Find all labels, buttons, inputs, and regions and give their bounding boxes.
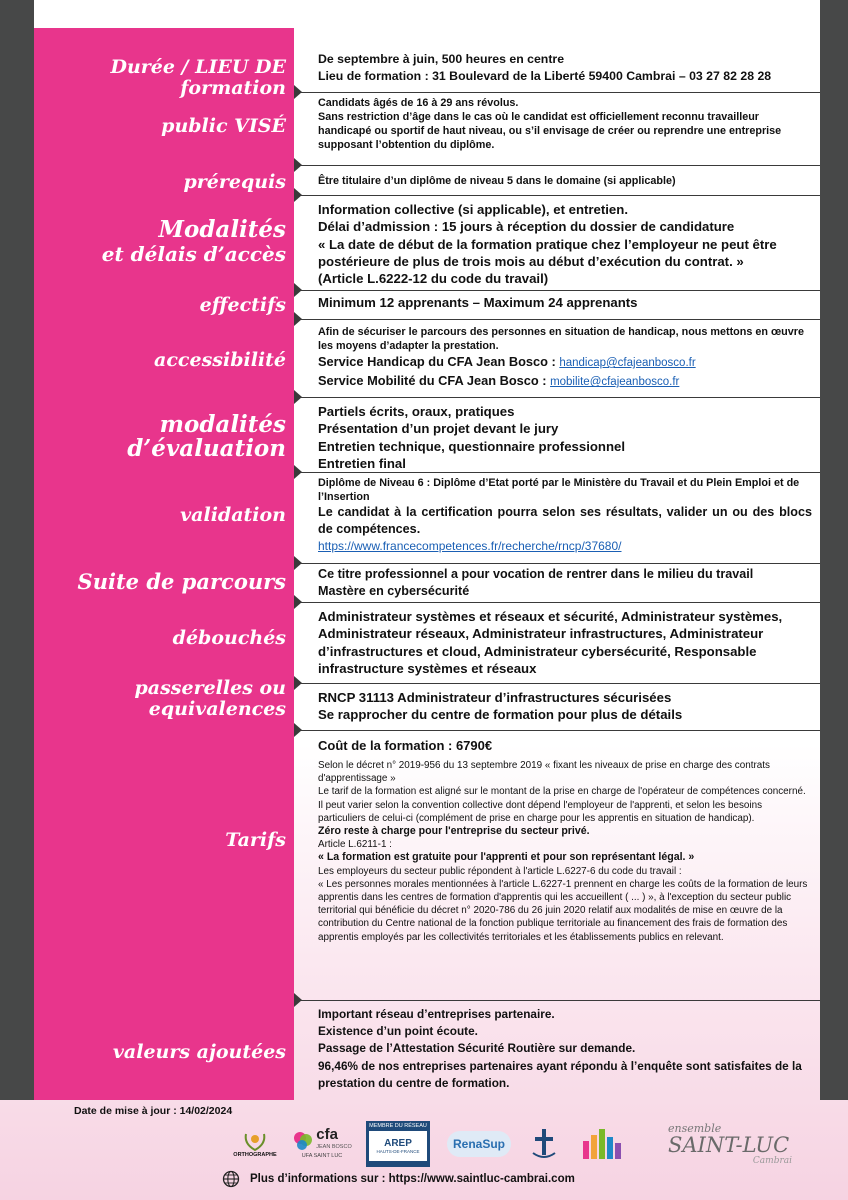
duree-line-2: Lieu de formation : 31 Boulevard de la Liberté 59400 Cambrai – 03 27 82 28 28	[318, 68, 772, 83]
label-evaluation-l1: modalités	[159, 411, 286, 438]
separator	[294, 1000, 820, 1001]
content-modalites-acces	[318, 201, 812, 287]
separator	[294, 730, 820, 731]
bars-icon	[579, 1127, 629, 1161]
separator	[294, 683, 820, 684]
content-duree	[318, 51, 812, 84]
label-evaluation	[34, 413, 286, 461]
label-validation: validation	[180, 504, 286, 526]
valeurs-line-1: Important réseau d’entreprises partenaire.	[318, 1007, 555, 1021]
passerelles-line-2: Se rapprocher du centre de formation pour plus de détails	[318, 707, 683, 723]
handicap-email-link[interactable]: handicap@cfajeanbosco.fr	[559, 357, 696, 369]
arep-logo	[366, 1120, 430, 1168]
orthographe-text: ORTHOGRAPHE	[233, 1152, 277, 1158]
effectifs-text: Minimum 12 apprenants – Maximum 24 apprenants	[318, 295, 638, 310]
cfa-text: cfa	[316, 1126, 338, 1143]
update-date: Date de mise à jour : 14/02/2024	[74, 1105, 233, 1117]
handicap-label: Service Handicap du CFA Jean Bosco :	[318, 354, 560, 369]
label-tarifs: Tarifs	[225, 829, 286, 851]
acces-line-2: Délai d’admission : 15 jours à réception du dossier de candidature	[318, 219, 735, 235]
separator	[294, 563, 820, 564]
label-modalites-acces-l1: Modalités	[158, 216, 286, 243]
evaluation-line-2: Présentation d’un projet devant le jury	[318, 421, 559, 437]
suite-line-1: Ce titre professionnel a pour vocation de rentrer dans le milieu du travail	[318, 567, 754, 581]
debouches-text: Administrateur systèmes et réseaux et sécurité, Administrateur systèmes, Administrateur réseaux, Administrateur infrastructures, Administrateur d’infrastructures et cloud, Administrateur cybersécurité, Responsable infrastructure systèmes et réseaux	[318, 609, 783, 676]
label-evaluation-l2: d’évaluation	[127, 435, 286, 462]
footer-more-info	[222, 1170, 575, 1188]
suite-line-2: Mastère en cybersécurité	[318, 583, 470, 598]
separator	[294, 165, 820, 166]
separator	[294, 92, 820, 93]
orthographe-logo	[230, 1120, 280, 1168]
tarifs-tarif: Le tarif de la formation est aligné sur le montant de la prise en charge de l'opérateur de compétences concerné. Il peut varier selon la convention collective dont dépend l'employeur de l'apprenti, et selon les besoins particuliers de celui-ci (complément de prise en charge pour les apprentis en situation de handicap).	[318, 786, 806, 824]
renasup-text: RenaSup	[452, 1137, 505, 1151]
validation-line-2: Le candidat à la certification pourra selon ses résultats, valider un ou des blocs de compétences.	[318, 505, 812, 536]
label-valeurs: valeurs ajoutées	[112, 1041, 286, 1063]
separator	[294, 602, 820, 603]
cambrai-text: Cambrai	[752, 1155, 792, 1166]
content-valeurs	[318, 1006, 812, 1092]
cfa-logo	[290, 1120, 354, 1168]
label-effectifs: effectifs	[199, 294, 286, 316]
renasup-logo	[446, 1120, 512, 1168]
prerequis-text: Être titulaire d’un diplôme de niveau 5 dans le domaine (si applicable)	[318, 175, 676, 187]
saint-luc-logo	[668, 1120, 808, 1168]
arep-text: AREP	[384, 1138, 412, 1149]
content-evaluation	[318, 403, 812, 472]
duree-line-1: De septembre à juin, 500 heures en centre	[318, 52, 565, 66]
content-tarifs	[318, 737, 812, 944]
mobilite-label: Service Mobilité du CFA Jean Bosco :	[318, 373, 551, 389]
content-debouches	[318, 608, 812, 677]
valeurs-line-3: Passage de l’Attestation Sécurité Routière sur demande.	[318, 1041, 636, 1056]
content-validation	[318, 476, 812, 555]
evaluation-line-4: Entretien final	[318, 455, 406, 471]
label-duree: Durée / LIEU DE formation	[110, 56, 286, 99]
globe-icon	[222, 1170, 240, 1188]
label-debouches: débouchés	[172, 627, 286, 649]
content-accessibilite	[318, 325, 812, 392]
tarifs-decret: Selon le décret n° 2019-956 du 13 septembre 2019 « fixant les niveaux de prise en charge des contrats d'apprentissage »	[318, 760, 770, 785]
label-passerelles	[34, 678, 286, 720]
tarifs-article: Article L.6211-1 :	[318, 839, 392, 851]
label-suite: Suite de parcours	[77, 569, 286, 594]
label-public: public VISÉ	[161, 115, 286, 137]
separator	[294, 195, 820, 196]
tarifs-public: Les employeurs du secteur public répondent à l'article L.6227-6 du code du travail :	[318, 865, 682, 877]
separator	[294, 397, 820, 398]
saint-luc-text: SAINT-LUC	[668, 1132, 790, 1157]
evaluation-line-1: Partiels écrits, oraux, pratiques	[318, 404, 515, 419]
accessibilite-handicap	[318, 353, 812, 372]
content-suite	[318, 566, 812, 599]
cross-logo	[524, 1120, 564, 1168]
label-prerequis: prérequis	[183, 171, 286, 193]
evaluation-line-3: Entretien technique, questionnaire professionnel	[318, 438, 626, 454]
separator	[294, 472, 820, 473]
enseignement-logo	[574, 1120, 634, 1168]
tarifs-quote: « Les personnes morales mentionnées à l'article L.6227-1 prennent en charge les coûts de la formation de leurs apprentis dans les centres de formation d'apprentis qui les accueillent ( ... ) », à l'exception du secteur public territorial qui bénéficie du décret n° 2020-786 du 26 juin 2020 relatif aux modalités de mise en œuvre de la contribution du Centre national de la fonction publique territoriale au financement des frais de formation des apprentis employés par les collectivités territoriales et les établissements publics en relevant.	[318, 878, 808, 943]
validation-line-1: Diplôme de Niveau 6 : Diplôme d’Etat porté par le Ministère du Travail et du Plein Emploi et de l’Insertion	[318, 477, 800, 503]
label-passerelles-l2: equivalences	[148, 698, 286, 720]
tarifs-gratuite: « La formation est gratuite pour l'apprenti et pour son représentant légal. »	[318, 851, 695, 864]
separator	[294, 290, 820, 291]
more-info-link[interactable]: Plus d’informations sur : https://www.saintluc-cambrai.com	[250, 1173, 575, 1185]
ensemble-text: ensemble	[668, 1121, 722, 1135]
partner-logos	[224, 1120, 824, 1168]
cfa-caption: UFA SAINT LUC	[301, 1153, 343, 1159]
right-dark-band	[820, 0, 848, 1100]
left-dark-band	[0, 0, 34, 1100]
rncp-link[interactable]: https://www.francecompetences.fr/recherche/rncp/37680/	[318, 539, 622, 553]
label-modalites-acces	[34, 218, 286, 266]
tarifs-zero: Zéro reste à charge pour l'entreprise du secteur privé.	[318, 825, 590, 838]
valeurs-line-2: Existence d’un point écoute.	[318, 1024, 478, 1039]
acces-line-4: (Article L.6222-12 du code du travail)	[318, 271, 549, 287]
cfa-circles-icon	[292, 1130, 314, 1152]
content-effectifs	[318, 294, 812, 311]
valeurs-line-4: 96,46% de nos entreprises partenaires ayant répondu à l’enquête sont satisfaites de la prestation du centre de formation.	[318, 1058, 802, 1090]
mobilite-email-link[interactable]: mobilite@cfajeanbosco.fr	[550, 376, 680, 389]
acces-line-1: Information collective (si applicable), et entretien.	[318, 202, 628, 217]
passerelles-line-1: RNCP 31113 Administrateur d’infrastructures sécurisées	[318, 690, 672, 705]
acces-line-3: « La date de début de la formation pratique chez l’employeur ne peut être postérieure de plus de trois mois au début d’exécution du contrat. »	[318, 236, 777, 269]
arep-top: MEMBRE DU RÉSEAU	[369, 1123, 427, 1129]
laurel-icon	[242, 1130, 268, 1152]
arep-sub: HAUTS-DE-FRANCE	[376, 1149, 420, 1154]
content-prerequis	[318, 174, 812, 188]
content-passerelles	[318, 689, 812, 724]
public-line-2: Sans restriction d’âge dans le cas où le candidat est officiellement reconnu travailleur handicapé ou sportif de haut niveau, ou s’il envisage de créer ou reprendre une entreprise supposant l’obtention du diplôme.	[318, 111, 782, 151]
accessibilite-mobilite	[318, 372, 812, 391]
content-public	[318, 96, 812, 152]
label-accessibilite: accessibilité	[154, 349, 286, 371]
cross-icon	[531, 1127, 557, 1161]
label-passerelles-l1: passerelles ou	[134, 677, 286, 699]
accessibilite-intro: Afin de sécuriser le parcours des personnes en situation de handicap, nous mettons en œuvre les moyens d’adapter la prestation.	[318, 326, 804, 352]
public-line-1: Candidats âgés de 16 à 29 ans révolus.	[318, 97, 519, 109]
label-modalites-acces-l2: et délais d’accès	[101, 242, 286, 266]
tarifs-cout: Coût de la formation : 6790€	[318, 738, 493, 753]
cfa-sub: JEAN BOSCO	[316, 1144, 352, 1150]
separator	[294, 319, 820, 320]
